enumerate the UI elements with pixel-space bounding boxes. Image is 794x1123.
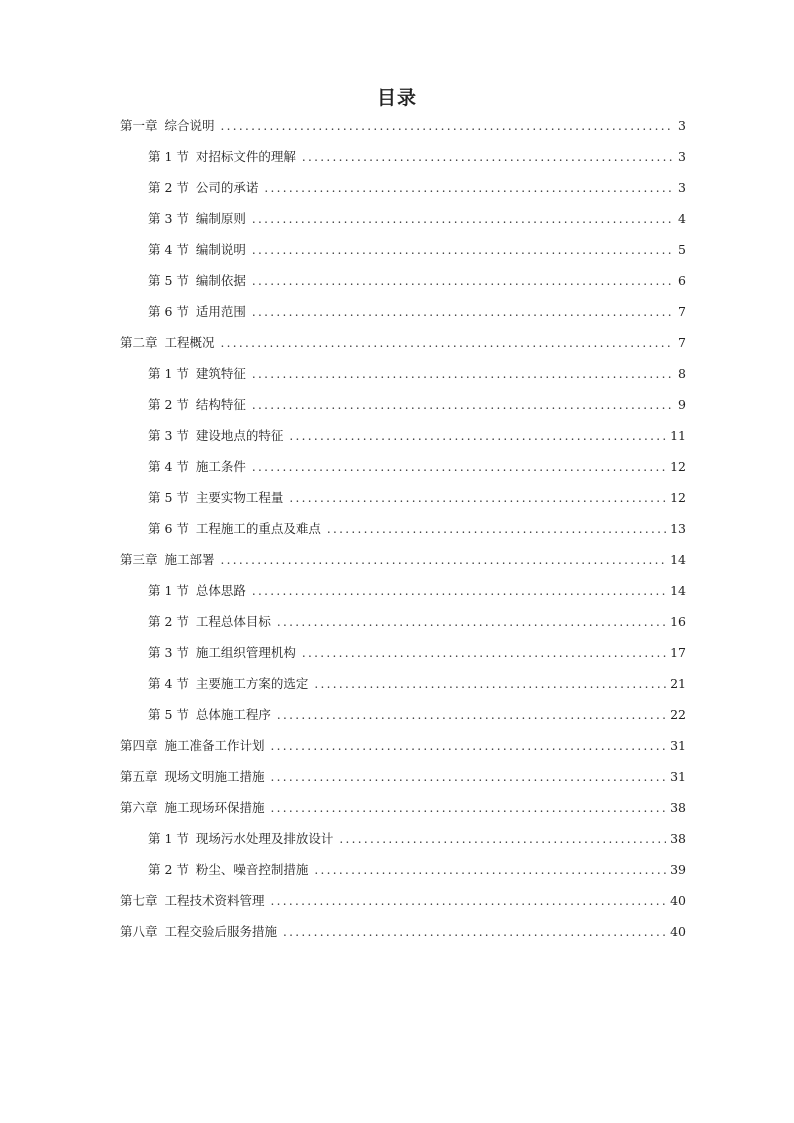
toc-page-number: 16	[670, 614, 686, 629]
toc-entry-title: 施工条件	[195, 459, 246, 474]
toc-chapter-entry[interactable]	[120, 729, 686, 760]
toc-entry-title: 编制说明	[195, 242, 246, 257]
toc-section-entry[interactable]	[120, 450, 686, 481]
toc-section-entry[interactable]	[120, 202, 686, 233]
toc-section-entry[interactable]	[120, 574, 686, 605]
toc-dot-leader	[252, 304, 674, 320]
toc-entry-title: 编制依据	[195, 273, 246, 288]
toc-dot-leader	[314, 676, 666, 692]
toc-entry-title: 建设地点的特征	[195, 428, 284, 443]
toc-dot-leader	[277, 707, 666, 723]
toc-entry-label: 第 5 节	[148, 490, 189, 505]
toc-entry-label: 第 1 节	[148, 583, 189, 598]
toc-entry-label: 第二章	[120, 335, 158, 350]
toc-page-number: 3	[678, 180, 686, 195]
toc-dot-leader	[289, 428, 666, 444]
toc-section-entry[interactable]	[120, 233, 686, 264]
toc-page-number: 4	[678, 211, 686, 226]
toc-section-entry[interactable]	[120, 853, 686, 884]
toc-page-number: 7	[678, 335, 686, 350]
toc-entry-title: 工程技术资料管理	[164, 893, 265, 908]
toc-entry-label: 第 2 节	[148, 614, 189, 629]
toc-dot-leader	[271, 769, 667, 785]
toc-entry-label: 第 4 节	[148, 676, 189, 691]
toc-section-entry[interactable]	[120, 357, 686, 388]
toc-dot-leader	[327, 521, 666, 537]
toc-page-number: 14	[670, 552, 686, 567]
toc-page-number: 40	[670, 924, 686, 939]
toc-entry-title: 结构特征	[195, 397, 246, 412]
toc-dot-leader	[252, 459, 666, 475]
toc-dot-leader	[252, 273, 674, 289]
toc-page-number: 39	[670, 862, 686, 877]
toc-dot-leader	[221, 335, 675, 351]
toc-page-number: 21	[670, 676, 686, 691]
toc-section-entry[interactable]	[120, 512, 686, 543]
toc-section-entry[interactable]	[120, 605, 686, 636]
toc-entry-label: 第 3 节	[148, 428, 189, 443]
toc-dot-leader	[252, 211, 674, 227]
toc-section-entry[interactable]	[120, 171, 686, 202]
toc-entry-title: 施工准备工作计划	[164, 738, 265, 753]
toc-entry-title: 现场污水处理及排放设计	[195, 831, 334, 846]
toc-entry-title: 工程施工的重点及难点	[195, 521, 321, 536]
toc-dot-leader	[339, 831, 666, 847]
toc-dot-leader	[252, 366, 674, 382]
toc-chapter-entry[interactable]	[120, 760, 686, 791]
toc-page-number: 8	[678, 366, 686, 381]
toc-dot-leader	[283, 924, 666, 940]
toc-page-number: 40	[670, 893, 686, 908]
toc-section-entry[interactable]	[120, 636, 686, 667]
toc-page-number: 31	[670, 769, 686, 784]
toc-page-number: 5	[678, 242, 686, 257]
toc-page-number: 12	[670, 490, 686, 505]
toc-entry-label: 第 2 节	[148, 180, 189, 195]
toc-entry-title: 适用范围	[195, 304, 246, 319]
toc-dot-leader	[271, 800, 667, 816]
toc-entry-label: 第 1 节	[148, 149, 189, 164]
toc-page-number: 12	[670, 459, 686, 474]
toc-dot-leader	[302, 149, 674, 165]
toc-entry-title: 粉尘、噪音控制措施	[195, 862, 309, 877]
toc-chapter-entry[interactable]	[120, 915, 686, 946]
toc-dot-leader	[264, 180, 674, 196]
toc-dot-leader	[252, 397, 674, 413]
toc-entry-title: 编制原则	[195, 211, 246, 226]
toc-chapter-entry[interactable]	[120, 543, 686, 574]
toc-section-entry[interactable]	[120, 419, 686, 450]
toc-page-number: 11	[670, 428, 686, 443]
toc-entry-label: 第八章	[120, 924, 158, 939]
toc-page-number: 3	[678, 149, 686, 164]
toc-page-number: 22	[670, 707, 686, 722]
toc-dot-leader	[289, 490, 666, 506]
toc-section-entry[interactable]	[120, 264, 686, 295]
toc-entry-title: 公司的承诺	[195, 180, 259, 195]
toc-entry-label: 第 6 节	[148, 521, 189, 536]
page-title: 目录	[376, 86, 417, 109]
toc-dot-leader	[252, 583, 666, 599]
toc-chapter-entry[interactable]	[120, 884, 686, 915]
toc-entry-label: 第 3 节	[148, 645, 189, 660]
toc-page-number: 3	[678, 118, 686, 133]
toc-entry-label: 第五章	[120, 769, 158, 784]
toc-chapter-entry[interactable]	[120, 109, 686, 140]
table-of-contents	[120, 109, 686, 946]
toc-section-entry[interactable]	[120, 822, 686, 853]
toc-page-number: 31	[670, 738, 686, 753]
toc-page-number: 38	[670, 800, 686, 815]
toc-page-number: 14	[670, 583, 686, 598]
toc-dot-leader	[221, 118, 675, 134]
toc-entry-title: 对招标文件的理解	[195, 149, 296, 164]
toc-entry-title: 工程概况	[164, 335, 215, 350]
toc-entry-title: 施工部署	[164, 552, 215, 567]
toc-entry-label: 第 3 节	[148, 211, 189, 226]
toc-entry-title: 主要施工方案的选定	[195, 676, 309, 691]
toc-entry-title: 主要实物工程量	[195, 490, 284, 505]
toc-entry-label: 第 5 节	[148, 273, 189, 288]
toc-section-entry[interactable]	[120, 140, 686, 171]
toc-page-number: 7	[678, 304, 686, 319]
toc-page-number: 6	[678, 273, 686, 288]
toc-entry-label: 第三章	[120, 552, 158, 567]
toc-section-entry[interactable]	[120, 667, 686, 698]
toc-entry-label: 第七章	[120, 893, 158, 908]
toc-entry-label: 第 2 节	[148, 397, 189, 412]
toc-chapter-entry[interactable]	[120, 326, 686, 357]
toc-page-number: 38	[670, 831, 686, 846]
toc-entry-title: 施工组织管理机构	[195, 645, 296, 660]
toc-dot-leader	[271, 738, 667, 754]
toc-entry-label: 第 4 节	[148, 242, 189, 257]
toc-entry-label: 第 4 节	[148, 459, 189, 474]
toc-entry-label: 第 1 节	[148, 831, 189, 846]
toc-entry-label: 第一章	[120, 118, 158, 133]
toc-entry-title: 建筑特征	[195, 366, 246, 381]
toc-page-number: 9	[678, 397, 686, 412]
toc-entry-label: 第四章	[120, 738, 158, 753]
toc-entry-title: 现场文明施工措施	[164, 769, 265, 784]
toc-dot-leader	[221, 552, 667, 568]
toc-section-entry[interactable]	[120, 481, 686, 512]
toc-dot-leader	[302, 645, 666, 661]
toc-page-number: 17	[670, 645, 686, 660]
toc-section-entry[interactable]	[120, 388, 686, 419]
toc-entry-label: 第 6 节	[148, 304, 189, 319]
toc-page-number: 13	[670, 521, 686, 536]
toc-entry-title: 施工现场环保措施	[164, 800, 265, 815]
toc-entry-title: 总体施工程序	[195, 707, 271, 722]
toc-entry-title: 工程交验后服务措施	[164, 924, 278, 939]
toc-dot-leader	[252, 242, 674, 258]
toc-entry-label: 第六章	[120, 800, 158, 815]
toc-entry-title: 总体思路	[195, 583, 246, 598]
toc-entry-label: 第 1 节	[148, 366, 189, 381]
toc-entry-label: 第 2 节	[148, 862, 189, 877]
toc-entry-label: 第 5 节	[148, 707, 189, 722]
toc-dot-leader	[271, 893, 667, 909]
toc-section-entry[interactable]	[120, 698, 686, 729]
toc-entry-title: 综合说明	[164, 118, 215, 133]
toc-chapter-entry[interactable]	[120, 791, 686, 822]
toc-entry-title: 工程总体目标	[195, 614, 271, 629]
toc-dot-leader	[314, 862, 666, 878]
toc-section-entry[interactable]	[120, 295, 686, 326]
toc-dot-leader	[277, 614, 666, 630]
